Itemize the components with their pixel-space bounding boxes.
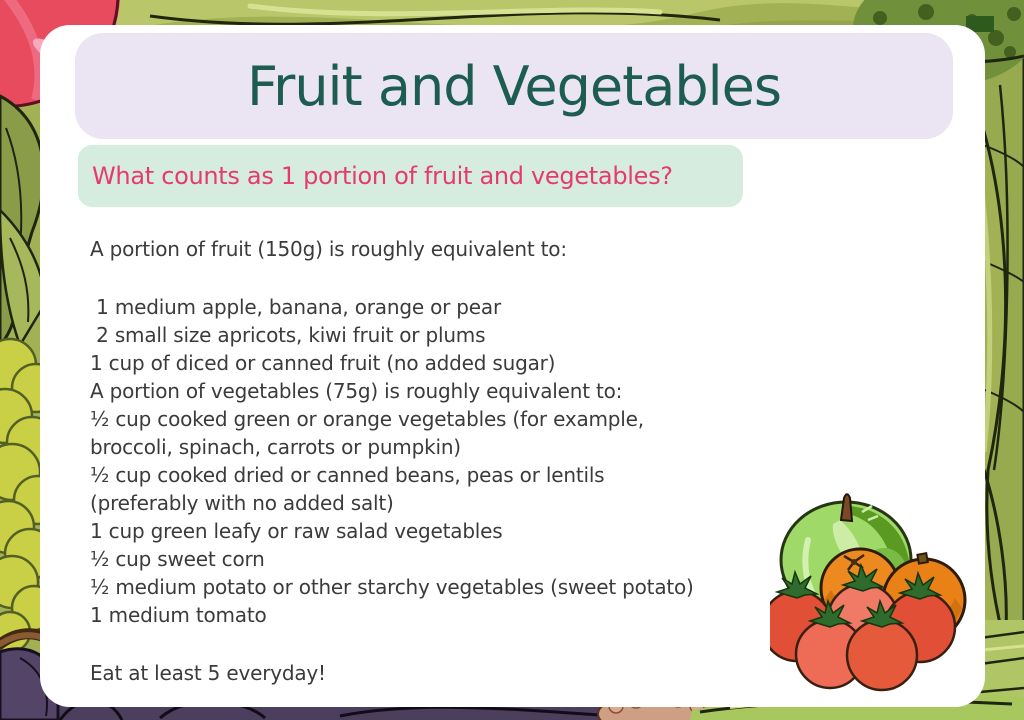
- portion-line: 1 medium tomato: [90, 603, 267, 627]
- portion-line: (preferably with no added salt): [90, 491, 394, 515]
- title-banner: [75, 33, 953, 139]
- portion-line: ½ cup cooked dried or canned beans, peas or lentils: [90, 463, 605, 487]
- page-title: Fruit and Vegetables: [246, 54, 782, 118]
- portion-line: 1 cup of diced or canned fruit (no added sugar): [90, 351, 556, 375]
- portion-line: 1 medium apple, banana, orange or pear: [90, 295, 501, 319]
- portion-line: A portion of vegetables (75g) is roughly equivalent to:: [90, 379, 623, 403]
- portion-text-block: [90, 235, 694, 687]
- question-text: What counts as 1 portion of fruit and vegetables?: [92, 162, 673, 190]
- intro-line: A portion of fruit (150g) is roughly equivalent to:: [90, 237, 567, 261]
- question-banner: [78, 145, 743, 207]
- footer-line: Eat at least 5 everyday!: [90, 661, 326, 685]
- portion-line: ½ medium potato or other starchy vegetables (sweet potato): [90, 575, 694, 599]
- portion-line: broccoli, spinach, carrots or pumpkin): [90, 435, 461, 459]
- apple-oranges-tomatoes-icon: [770, 478, 982, 692]
- portion-line: ½ cup cooked green or orange vegetables (for example,: [90, 407, 644, 431]
- portion-line: 1 cup green leafy or raw salad vegetables: [90, 519, 503, 543]
- content-card: [40, 25, 985, 707]
- portion-line: ½ cup sweet corn: [90, 547, 265, 571]
- portion-line: 2 small size apricots, kiwi fruit or plums: [90, 323, 486, 347]
